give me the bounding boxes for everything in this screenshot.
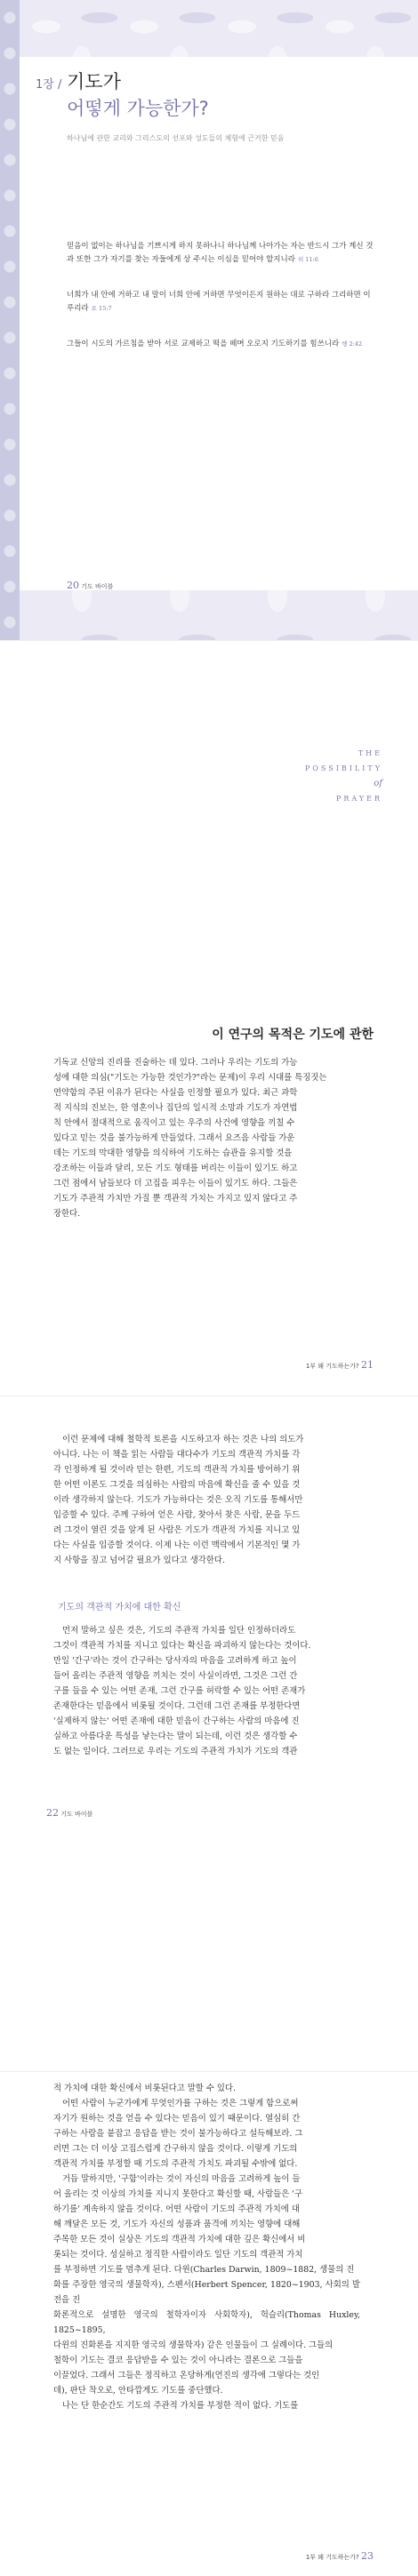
text-line: 러면 그는 더 이상 고집스럽게 간구하지 않을 것이다. 이렇게 기도의 (53, 2144, 298, 2154)
section-subheading: 기도의 객관적 가치에 대한 확신 (58, 1603, 181, 1612)
text-line: 어떤 사람이 누군가에게 무엇인가를 구하는 것은 그렇게 함으로써 (62, 2099, 299, 2108)
body-text (53, 2081, 360, 2413)
text-line: 기도가 주관적 가치만 가질 뿐 객관적 가치는 가지고 있지 않다고 주 (53, 1194, 298, 1204)
title-word: THE (358, 749, 382, 757)
text-line: 적 가치에 대한 확신에서 비롯된다고 말할 수 있다. (53, 2084, 236, 2093)
text-line: 이끌었다. 그래서 그들은 정직하고 온당하게(언진의 생각에 그렇다는 것인 (53, 2371, 320, 2380)
text-line: 롯되는 것이다. 성실하고 정직한 사람이라도 일단 기도의 객관적 가치 (53, 2250, 303, 2260)
text-line: 주목한 모든 것이 실상은 기도의 객관적 가치에 대한 깊은 확신에서 비 (53, 2235, 306, 2244)
text-line: 자기가 원하는 것을 얻을 수 있다는 믿음이 있기 때문이다. 열심히 간 (53, 2114, 301, 2124)
scripture-quote (67, 240, 374, 267)
text-line: 만일 '간구'라는 것이 간구하는 당사자의 마음을 고려하게 하고 높이 (53, 1656, 297, 1666)
running-title: 1부 왜 기도하는가? (305, 2554, 359, 2561)
running-title: 기도 바이블 (81, 583, 114, 590)
text-line: 아니다. 나는 이 책을 읽는 사람들 대다수가 기도의 객관적 가치를 각 (53, 1450, 301, 1460)
text-line: 적 지식의 진보는, 한 영혼이나 집단의 일시적 소망과 기도가 자연법 (53, 1103, 298, 1113)
scripture-reference: 히 11:6 (297, 256, 318, 263)
text-line: 거듭 말하지만, '구함'이라는 것이 자신의 마음을 고려하게 높이 들 (62, 2174, 301, 2184)
page-folio (306, 2550, 374, 2562)
text-line: 성에 대한 의심("기도는 가능한 것인가?"라는 문제)이 우리 시대를 특징짓는 (53, 1073, 327, 1083)
running-title: 1부 왜 기도하는가? (305, 1363, 359, 1370)
text-line: 이라 생각하지 않는다. 기도가 가능하다는 것은 오직 기도를 통해서만 (53, 1495, 303, 1505)
text-line: 각 인정하게 될 것이라 믿는 한편, 기도의 객관적 가치를 방어하기 위 (53, 1465, 301, 1475)
page-number: 23 (361, 2550, 374, 2562)
text-line: 나는 단 한순간도 기도의 주관적 가치를 부정한 적이 없다. 기도를 (62, 2401, 299, 2411)
text-line: 먼저 말하고 싶은 것은, 기도의 주관적 가치를 일단 인정하더라도 (62, 1626, 296, 1636)
text-line: 실하고 아름다운 특성을 낳는다는 말이 되는데, 이런 것은 생각할 수 (53, 1732, 298, 1741)
scripture-reference: 요 15:7 (91, 305, 112, 312)
text-line: 어 올리는 것 이상의 가치를 지니지 못한다고 확신할 때, 사람들은 '구 (53, 2189, 302, 2199)
scripture-reference: 행 2:42 (342, 340, 363, 348)
text-line: 하기를' 계속하지 않을 것이다. 어떤 사람이 기도의 주관적 가치에 대 (53, 2204, 300, 2214)
scripture-text: 그들이 시도의 가르침을 받아 서로 교제하고 떡을 떼며 오로지 기도하기를 힘쓰니라 (67, 340, 340, 348)
page-folio (306, 1359, 374, 1371)
chapter-label: 1장 / (36, 78, 62, 92)
text-line: 지 사항을 짚고 넘어갈 필요가 있다고 생각한다. (53, 1556, 225, 1565)
text-line: 존재한다는 믿음에서 비롯될 것이다. 그런데 그런 존재를 부정한다면 (53, 1701, 301, 1711)
scripture-text: 너희가 내 안에 거하고 내 말이 너희 안에 거하면 무엇이든지 원하는 대로 구하라 그리하면 이루리라 (67, 291, 371, 313)
text-line: '실제하지 않는' 어떤 존재에 대한 믿음이 간구하는 사람의 마음에 진 (53, 1716, 300, 1726)
page-number: 20 (67, 580, 79, 591)
text-line: 한 어떤 이론도 그것을 의심하는 사람의 마음에 확신을 줄 수 있을 것 (53, 1480, 301, 1490)
text-line: 그것이 객관적 가치를 지니고 있다는 확신을 파괴하지 않는다는 것이다. (53, 1641, 311, 1651)
text-line: 를 부정하면 기도를 멈추게 된다. 다윈(Charles Darwin, 1809~1882, 생물의 진 (53, 2265, 355, 2275)
scripture-quote (67, 338, 374, 351)
running-title: 기도 바이블 (60, 1811, 93, 1818)
text-line: 데), 판단 착오로, 안타깝게도 기도를 중단했다. (53, 2386, 223, 2396)
text-line: 다윈의 진화론을 지지한 영국의 생물학자) 같은 인물들이 그 실례이다. 그들의 (53, 2340, 334, 2350)
english-title-stack (305, 746, 382, 806)
text-line: 들어 올리는 주관적 영향을 끼치는 것이 사실이라면, 그것은 그런 간 (53, 1671, 298, 1681)
text-line: 려 그것이 열린 것을 알게 된 사람은 기도가 객관적 가치를 지니고 있 (53, 1525, 301, 1535)
chapter-subtitle: 하나님에 관한 교리와 그리스도의 선포와 성도들의 체험에 근거한 믿음 (67, 134, 285, 142)
page-number: 22 (46, 1807, 59, 1819)
body-page-23 (0, 2071, 418, 2576)
left-decorative-band (0, 0, 20, 640)
page-number: 21 (361, 1359, 374, 1371)
text-line: 강조하는 이들과 달리, 모든 기도 형태를 버리는 이들이 있기도 하고 (53, 1164, 298, 1173)
page-folio (46, 1807, 92, 1819)
text-line: 해 깨달은 모든 것, 기도가 자신의 성품과 품격에 끼치는 영향에 대해 (53, 2220, 301, 2229)
chapter-opener-page (0, 0, 418, 640)
body-page-22 (0, 1396, 418, 2071)
body-text (53, 1055, 360, 1221)
chapter-title-line1: 기도가 (67, 71, 121, 92)
text-line: 기독교 신앙의 진리를 진술하는 데 있다. 그러나 우리는 기도의 가능 (53, 1058, 298, 1068)
text-line: 다는 사실을 입증할 것이다. 이제 나는 이런 맥락에서 기본적인 몇 가 (53, 1540, 301, 1550)
body-text (53, 1432, 360, 1568)
text-line: 철학이 기도는 결코 응답받을 수 있는 것이 아니라는 결론으로 그들을 (53, 2356, 303, 2365)
text-line: 장한다. (53, 1209, 81, 1219)
text-line: 연약함의 주된 이유가 된다는 사실을 인정할 필요가 있다. 최근 과학 (53, 1088, 298, 1098)
text-line: 있다고 믿는 것을 불가능하게 만들었다. 그래서 요즈음 사람들 가운 (53, 1133, 295, 1143)
scripture-text: 믿음이 없이는 하나님을 기쁘시게 하지 못하나니 하나님께 나아가는 자는 반드시 그가 계신 것과 또한 그가 자기를 찾는 자들에게 상 주시는 이심을 믿어야 할지니라 (67, 242, 374, 264)
text-line: 그런 점에서 남들보다 더 고집을 피우는 이들이 있기도 하다. 그들은 (53, 1179, 298, 1188)
text-line: 구를 들을 수 있는 어떤 존재, 그런 간구를 허락할 수 있는 어떤 존재가 (53, 1686, 306, 1696)
scripture-quote (67, 289, 374, 316)
body-page-21 (0, 640, 418, 1396)
text-line: 화를 주장한 영국의 생물학자), 스펜서(Herbert Spencer, 1820~1903, 사회의 발전을 진 (53, 2280, 360, 2305)
body-text (53, 1623, 360, 1759)
lead-sentence: 이 연구의 목적은 기도에 관한 (212, 1028, 374, 1042)
text-line: 객관적 가치를 부정할 때 기도의 주관적 가치도 파괴될 수밖에 없다. (53, 2159, 298, 2169)
text-line: 데는 기도의 막대한 영향을 의식하여 기도하는 습관을 유지할 것을 (53, 1148, 293, 1158)
chapter-title-line2: 어떻게 가능한가? (67, 98, 209, 119)
text-line: 도 없는 일이다. 그러므로 우리는 기도의 주관적 가치가 기도의 객관 (53, 1747, 298, 1756)
title-word: POSSIBILITY (304, 764, 382, 772)
page-folio (67, 580, 113, 591)
title-word: PRAYER (335, 795, 382, 803)
text-line: 화론적으로 설명한 영국의 철학자이자 사회학자), 헉슬리(Thomas Huxley, 1825~1895, (53, 2310, 360, 2335)
title-word: of (374, 779, 382, 788)
text-line: 이런 문제에 대해 철학적 토론을 시도하고자 하는 것은 나의 의도가 (62, 1435, 304, 1444)
text-line: 구하는 사람을 붙잡고 응답을 받는 것이 불가능하다고 설득해보라. 그 (53, 2129, 303, 2139)
text-line: 칙 안에서 절대적으로 움직이고 있는 우주의 사건에 영향을 끼칠 수 (53, 1118, 295, 1128)
text-line: 입증할 수 있다. 주께 구하여 얻은 사람, 찾아서 찾은 사람, 문을 두드 (53, 1510, 301, 1520)
